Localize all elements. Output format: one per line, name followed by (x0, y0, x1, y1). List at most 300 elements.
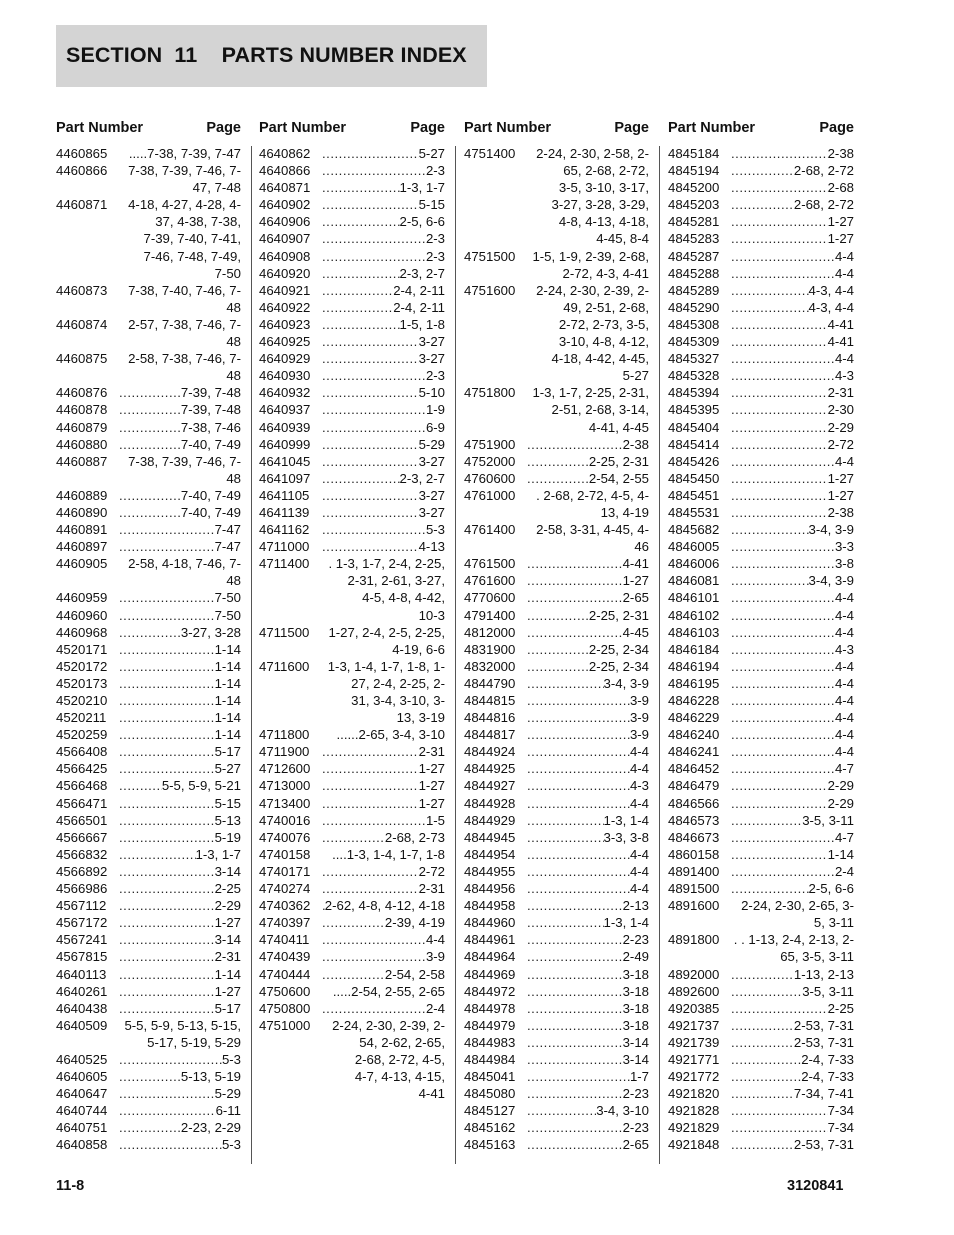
index-row (668, 607, 854, 624)
page-refs-cell (731, 777, 854, 794)
page-refs-line: 5-17, 5-19, 5-29 (147, 1034, 241, 1050)
leader-dots (731, 1068, 801, 1085)
leader-dots (322, 538, 419, 555)
page-refs-line: 46 (634, 539, 649, 555)
leader-dots (119, 777, 162, 794)
page-refs-cell (322, 367, 445, 384)
part-number: 4791400 (464, 607, 516, 623)
page-refs: 1-5, 1-8 (399, 316, 445, 332)
leader-dots (119, 641, 215, 658)
part-number: 4845184 (668, 146, 720, 161)
page-refs: 2-62, 4-8, 4-12, 4-18 (324, 898, 445, 914)
leader-dots (119, 504, 181, 521)
page-refs: 4-4 (629, 863, 649, 879)
leader-dots (119, 1102, 216, 1119)
page-refs: 5-17 (214, 1000, 241, 1016)
page-refs-cell (731, 299, 854, 316)
part-number: 4740171 (259, 863, 311, 879)
page-refs: 3-18 (622, 966, 649, 982)
page-refs: 3-9 (629, 727, 649, 743)
page-refs-cell (119, 658, 241, 675)
part-number: 4831900 (464, 641, 516, 657)
leader-dots (527, 760, 630, 777)
leader-dots (527, 846, 630, 863)
page-refs-line: 2-58, 7-38, 7-46, 7- (128, 351, 241, 367)
index-row (259, 897, 445, 914)
part-number: 4845327 (668, 351, 720, 367)
part-number: 4460866 (56, 163, 108, 179)
page-refs-cell (527, 795, 649, 812)
index-row (259, 521, 445, 538)
leader-dots (119, 795, 215, 812)
page-refs-line: . 2-68, 2-72, 4-5, 4- (536, 487, 649, 503)
leader-dots (731, 230, 828, 247)
part-number: 4566986 (56, 881, 108, 897)
page-refs: 7-40, 7-49 (180, 436, 241, 452)
index-row (259, 966, 445, 983)
part-number: 4640932 (259, 385, 311, 401)
leader-dots (527, 931, 623, 948)
part-number: 4845394 (668, 385, 720, 401)
page-refs: 4-4 (425, 932, 445, 948)
page-refs-line: . 1-3, 1-7, 2-4, 2-25, (328, 556, 445, 572)
page-refs: 4-4 (834, 265, 854, 281)
page-refs-cell (527, 521, 649, 555)
page-refs: 1-3, 1-4 (603, 812, 649, 828)
leader-dots (322, 795, 419, 812)
page-refs: 2-3 (425, 163, 445, 179)
part-number: 4711500 (259, 624, 310, 640)
page-refs: 5-27 (214, 761, 241, 777)
index-row (668, 624, 854, 641)
part-number: 4711900 (259, 744, 310, 760)
part-number: 4751000 (259, 1017, 311, 1033)
page-refs-cell (527, 624, 649, 641)
page-refs-cell (527, 145, 649, 248)
index-row (668, 521, 854, 538)
leader-dots (527, 726, 630, 743)
leader-dots (322, 419, 426, 436)
index-row (464, 829, 649, 846)
page-refs-line: 4-18, 4-27, 4-28, 4- (128, 197, 241, 213)
part-number: 4844955 (464, 863, 516, 879)
page-refs-cell (322, 453, 445, 470)
page-refs-cell (119, 350, 241, 384)
part-number: 4845203 (668, 197, 720, 213)
leader-dots (731, 419, 828, 436)
column-divider (251, 146, 252, 1164)
leader-dots (322, 743, 419, 760)
page-refs: 1-7 (629, 1069, 649, 1085)
leader-dots (731, 384, 828, 401)
index-row (56, 521, 241, 538)
part-number: 4844984 (464, 1051, 516, 1067)
page-refs: 2-31 (214, 949, 241, 965)
index-row (259, 316, 445, 333)
column-header (668, 117, 854, 145)
page-refs-cell (731, 504, 854, 521)
index-row (464, 453, 649, 470)
page-refs-cell (731, 230, 854, 247)
page-refs: 2-5, 6-6 (399, 214, 445, 230)
page-refs: 1-27 (827, 214, 854, 230)
index-row (56, 145, 241, 162)
page-refs: 2-25, 2-34 (588, 641, 649, 657)
leader-dots (119, 812, 215, 829)
page-refs-cell (527, 248, 649, 282)
page-refs-cell (527, 1102, 649, 1119)
leader-dots (119, 1051, 222, 1068)
leader-dots (322, 213, 400, 230)
part-number: 4845283 (668, 231, 720, 247)
index-row (56, 812, 241, 829)
page-refs: 6-9 (425, 419, 445, 435)
page-refs-cell (322, 931, 445, 948)
index-row (56, 316, 241, 350)
index-row (259, 487, 445, 504)
page-refs: 2-29 (214, 898, 241, 914)
page-refs: 4-4 (834, 624, 854, 640)
index-column-4 (668, 117, 854, 1154)
part-number: 4640929 (259, 351, 311, 367)
page-refs: 4-13 (418, 539, 445, 555)
page-refs: 2-23 (622, 1086, 649, 1102)
index-row (259, 436, 445, 453)
leader-dots (119, 914, 215, 931)
page-refs-cell (119, 692, 241, 709)
page-refs: 4-45 (622, 624, 649, 640)
part-number: 4846102 (668, 607, 720, 623)
leader-dots (731, 487, 828, 504)
page-refs-cell (322, 196, 445, 213)
page-refs-cell (119, 880, 241, 897)
page-refs-cell (731, 538, 854, 555)
page-refs-cell (731, 179, 854, 196)
page-refs: 4-3 (629, 778, 649, 794)
index-row (56, 1000, 241, 1017)
leader-dots (119, 624, 181, 641)
part-number: 4846103 (668, 624, 720, 640)
index-row (668, 470, 854, 487)
leader-dots (119, 880, 215, 897)
page-refs-line: 5-5, 5-9, 5-13, 5-15, (124, 1017, 241, 1033)
part-number: 4520210 (56, 693, 108, 708)
leader-dots (527, 966, 623, 983)
leader-dots (731, 179, 828, 196)
leader-dots (731, 1034, 794, 1051)
page-refs-cell (322, 966, 445, 983)
part-number: 4567241 (56, 932, 108, 948)
part-number: 4567172 (56, 915, 108, 931)
index-column-3 (464, 117, 649, 1154)
page-refs: 2-38 (622, 436, 649, 452)
page-refs: 3-4, 3-9 (603, 675, 649, 691)
part-number: 4844817 (464, 727, 516, 743)
leader-dots (119, 983, 215, 1000)
part-number: 4640438 (56, 1000, 108, 1016)
page-refs-cell (119, 1102, 241, 1119)
part-number: 4740411 (259, 932, 310, 948)
page-refs-cell (322, 504, 445, 521)
leader-dots (119, 487, 181, 504)
index-row (259, 299, 445, 316)
index-row (668, 213, 854, 230)
part-number: 4845395 (668, 402, 720, 418)
part-number: 4751900 (464, 436, 516, 452)
index-row (464, 1119, 649, 1136)
page-refs-cell (322, 983, 445, 1000)
page-refs: 2-53, 7-31 (793, 1137, 854, 1153)
index-row (259, 470, 445, 487)
part-number: 4740397 (259, 915, 311, 931)
page-refs-cell (731, 436, 854, 453)
page-refs-cell (731, 316, 854, 333)
page-refs-cell (731, 282, 854, 299)
leader-dots (527, 795, 630, 812)
index-row (259, 863, 445, 880)
page-refs: 4-4 (834, 658, 854, 674)
leader-dots (731, 555, 835, 572)
page-refs: 7-47 (214, 539, 241, 555)
index-row (464, 282, 649, 385)
page-refs-cell (119, 743, 241, 760)
index-row (56, 607, 241, 624)
part-number: 4844979 (464, 1017, 516, 1033)
page-refs-cell (322, 846, 445, 863)
page-refs: 1-14 (214, 966, 241, 982)
page-refs-line: 1-27, 2-4, 2-5, 2-25, (328, 624, 445, 640)
page-refs-cell (731, 470, 854, 487)
page-refs: 2-54, 2-55, 2-65 (351, 983, 445, 999)
part-number: 4761000 (464, 487, 516, 503)
page-refs: 2-65 (622, 590, 649, 606)
index-row (464, 1034, 649, 1051)
page-refs-cell (731, 795, 854, 812)
leader-dots (119, 675, 215, 692)
page-refs-line: 48 (226, 299, 241, 315)
part-number: 4845080 (464, 1086, 516, 1102)
page-refs: 2-23 (622, 1120, 649, 1136)
page-refs-cell (322, 248, 445, 265)
page-refs-cell (731, 812, 854, 829)
page-refs: 5-15 (418, 197, 445, 213)
part-number: 4640858 (56, 1137, 108, 1153)
leader-dots (322, 282, 393, 299)
index-row (668, 863, 854, 880)
index-row (56, 966, 241, 983)
page-refs-cell (731, 846, 854, 863)
page-refs: 3-18 (622, 1017, 649, 1033)
index-row (668, 641, 854, 658)
part-number: 4921828 (668, 1103, 720, 1119)
leader-dots (527, 914, 604, 931)
page-refs-line: 4-7, 4-13, 4-15, (354, 1069, 445, 1085)
page-refs: 2-25, 2-31 (588, 453, 649, 469)
index-row (464, 1102, 649, 1119)
index-column-1 (56, 117, 241, 1154)
section-header (56, 25, 487, 87)
index-row (668, 1136, 854, 1153)
part-number: 4846006 (668, 556, 720, 572)
page-refs: 3-5, 3-11 (802, 983, 854, 999)
page-refs: 2-65 (622, 1137, 649, 1153)
page-refs-cell (119, 812, 241, 829)
page-refs-cell (119, 521, 241, 538)
page-refs-line: 1-3, 1-7, 2-25, 2-31, (532, 385, 649, 401)
page-refs-cell (731, 1068, 854, 1085)
index-row (56, 726, 241, 743)
page-refs-cell (527, 675, 649, 692)
part-number: 4460879 (56, 419, 108, 435)
index-row (56, 692, 241, 709)
index-row (259, 401, 445, 418)
leader-dots (731, 145, 828, 162)
leader-dots (119, 846, 196, 863)
part-number: 4740439 (259, 949, 311, 965)
part-number: 4460878 (56, 402, 108, 418)
header-part-number: Part Number (259, 120, 347, 136)
page-refs: 2-39, 4-19 (384, 915, 445, 931)
index-row (668, 1102, 854, 1119)
leader-dots (527, 624, 623, 641)
leader-dots (731, 812, 802, 829)
page-refs: 3-14 (214, 863, 241, 879)
index-row (464, 1068, 649, 1085)
part-number: 4920385 (668, 1000, 720, 1016)
page-refs-cell (322, 419, 445, 436)
page-refs: 1-14 (214, 693, 241, 708)
column-divider (659, 146, 660, 1164)
page-refs: 5-15 (214, 795, 241, 811)
page-refs: 1-13, 2-13 (793, 966, 854, 982)
index-row (464, 692, 649, 709)
leader-dots (527, 863, 630, 880)
part-number: 4460891 (56, 522, 108, 538)
page-refs-cell (119, 1085, 241, 1102)
index-row (56, 948, 241, 965)
page-refs-cell (731, 401, 854, 418)
leader-dots (527, 1085, 623, 1102)
page-refs-cell (527, 1085, 649, 1102)
page-refs: 3-27 (418, 487, 445, 503)
page-refs-line: 4-41, 4-45 (588, 419, 649, 435)
leader-dots (119, 658, 215, 675)
page-refs-cell (731, 624, 854, 641)
page-refs-cell (731, 265, 854, 282)
part-number: 4846184 (668, 641, 720, 657)
page-refs-line: 3-5, 3-10, 3-17, (558, 180, 649, 196)
page-refs-cell (731, 709, 854, 726)
page-refs-cell (119, 419, 241, 436)
page-refs: 4-3 (834, 368, 854, 384)
index-row (464, 897, 649, 914)
page-refs-line: 2-31, 2-61, 3-27, (347, 573, 445, 589)
page-refs: 5-10 (418, 385, 445, 401)
page-refs: 2-38 (827, 504, 854, 520)
part-number: 4640930 (259, 368, 311, 384)
part-number: 4845531 (668, 504, 720, 520)
part-number: 4844954 (464, 846, 516, 862)
index-row (668, 248, 854, 265)
leader-dots (119, 1119, 181, 1136)
page-refs-cell (322, 487, 445, 504)
page-refs-cell (119, 709, 241, 726)
page-refs-cell (322, 521, 445, 538)
index-row (464, 983, 649, 1000)
page-refs-cell (322, 299, 445, 316)
page-refs: 4-4 (834, 590, 854, 606)
page-refs: 4-4 (834, 351, 854, 367)
page-refs: 2-3 (425, 231, 445, 247)
part-number: 4921848 (668, 1137, 720, 1153)
leader-dots (731, 1017, 794, 1034)
index-row (259, 726, 445, 743)
index-row (668, 658, 854, 675)
part-number: 4846573 (668, 812, 720, 828)
column-header (259, 117, 445, 145)
index-row (668, 1051, 854, 1068)
page-refs-cell (322, 436, 445, 453)
page-refs: 3-27 (418, 334, 445, 350)
page-refs-cell (731, 453, 854, 470)
leader-dots (731, 846, 828, 863)
index-row (668, 880, 854, 897)
page-refs-cell (731, 897, 854, 931)
page-refs-cell (119, 282, 241, 316)
page-refs-cell (322, 401, 445, 418)
part-number: 4844928 (464, 795, 516, 811)
page-refs: 3-4, 3-9 (808, 573, 854, 589)
part-number: 4846479 (668, 778, 720, 794)
page-refs-line: 4-8, 4-13, 4-18, (558, 214, 649, 230)
leader-dots (731, 282, 809, 299)
page-refs-line: 4-45, 8-4 (596, 231, 649, 247)
part-number: 4845328 (668, 368, 720, 384)
leader-dots (119, 1136, 222, 1153)
part-number: 4640866 (259, 163, 311, 179)
part-number: 4520259 (56, 727, 108, 743)
page-refs: 3-8 (834, 556, 854, 572)
page-refs: 2-30 (827, 402, 854, 418)
part-number: 4751400 (464, 146, 516, 161)
leader-dots (119, 419, 181, 436)
index-row (668, 162, 854, 179)
page-refs-cell (527, 1136, 649, 1153)
leader-dots (119, 692, 215, 709)
page-refs: 1-27 (418, 778, 445, 794)
part-number: 4641105 (259, 487, 310, 503)
part-number: 4566471 (56, 795, 108, 811)
page-refs-cell (322, 213, 445, 230)
part-number: 4460865 (56, 146, 108, 161)
page-refs-cell (119, 726, 241, 743)
part-number: 4844927 (464, 778, 516, 794)
page-refs-cell (119, 931, 241, 948)
footer-doc-number: 3120841 (787, 1178, 844, 1194)
page-refs-line: 2-58, 3-31, 4-45, 4- (536, 522, 649, 538)
page-refs-cell (322, 743, 445, 760)
page-refs-line: 2-72, 4-3, 4-41 (562, 265, 649, 281)
leader-dots (731, 1000, 828, 1017)
index-row (259, 419, 445, 436)
page-refs: 3-3, 3-8 (603, 829, 649, 845)
page-refs-cell (731, 521, 854, 538)
index-row (56, 1119, 241, 1136)
index-row (56, 931, 241, 948)
leader-dots (731, 795, 828, 812)
page-refs-cell (119, 1017, 241, 1051)
page-refs: 2-3 (425, 248, 445, 264)
